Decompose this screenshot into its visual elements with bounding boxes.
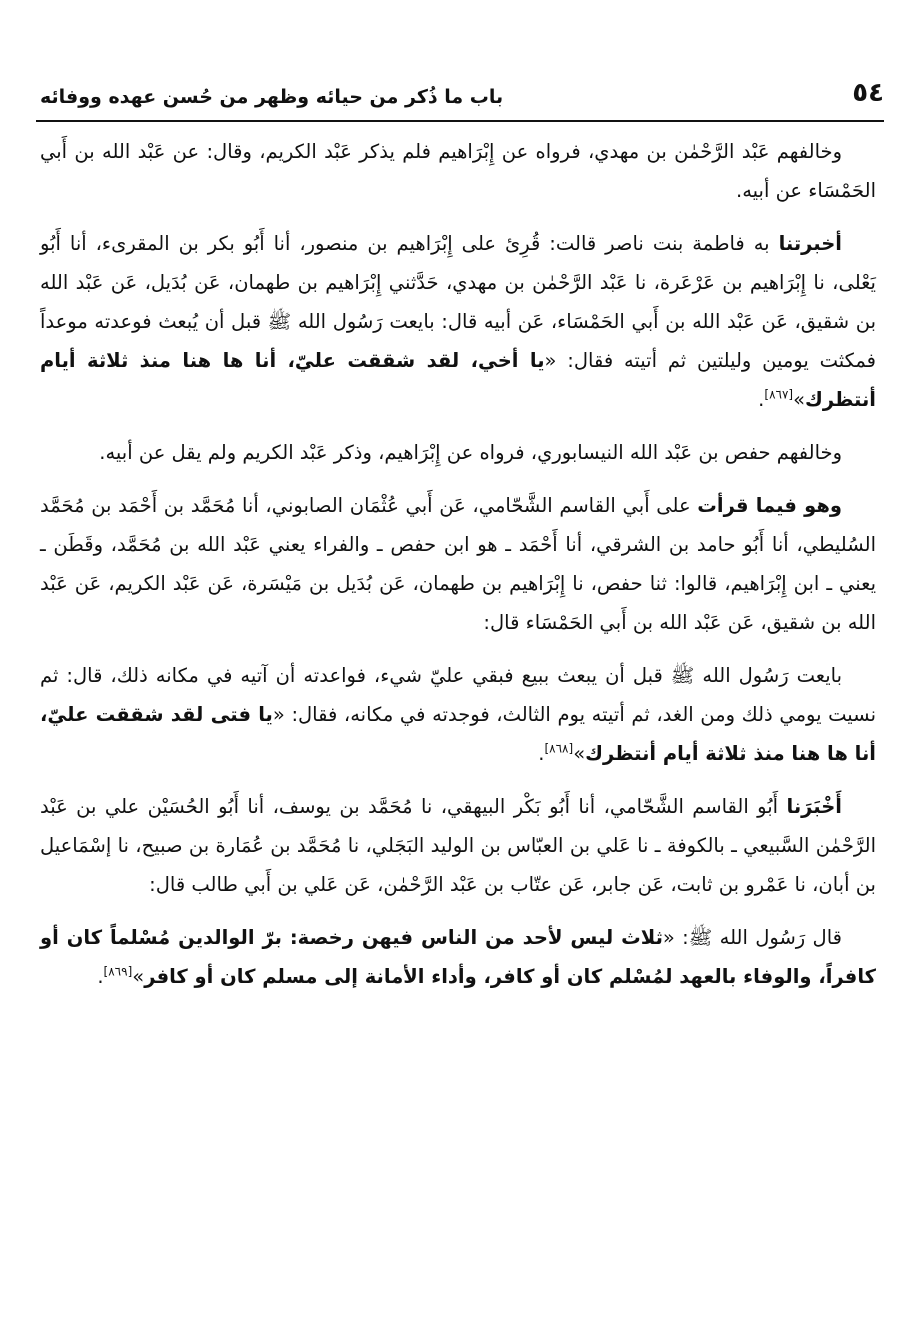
- paragraph-6: [40, 787, 876, 904]
- hadith-matn: ثلاث ليس لأحد من الناس فيهن رخصة: برّ الوالدين مُسْلماً كان أو كافراً، والوفاء بالعهد لمُسْلم كان أو كافر، وأداء الأمانة إلى مسلم كان أو كافر: [40, 926, 876, 988]
- paragraph-2: [40, 224, 876, 419]
- paragraph-text: قال رَسُول الله ﷺ: «: [662, 926, 842, 949]
- period: .: [97, 965, 104, 988]
- page-header: [40, 72, 884, 108]
- paragraph-text: وخالفهم حفص بن عَبْد الله النيسابوري، فرواه عن إِبْرَاهيم، وذكر عَبْد الكريم ولم يقل عن أبيه.: [99, 441, 842, 464]
- paragraph-text: على أَبي القاسم الشَّحّامي، عَن أَبي عُثْمَان الصابوني، أنا مُحَمَّد بن أَحْمَد بن مُحَمَّد السُليطي، أنا أَبُو حامد بن الشرقي، أنا أَحْمَد ـ هو ابن حفص ـ والفراء يعني عَبْد الله بن مُحَمَّد، وقَطَن ـ يعني ـ ابن إِبْرَاهيم، قالوا: ثنا حفص، نا إِبْرَاهيم بن طهمان، عَن بُدَيل بن مَيْسَرة، عَن عَبْد الكريم، عَن عَبْد الله بن شقيق، عَن عَبْد الله بن أَبي الحَمْسَاء قال:: [40, 494, 876, 634]
- period: .: [758, 388, 765, 411]
- isnad-opener: أَخْبَرَنا: [786, 795, 842, 818]
- paragraph-7: [40, 918, 876, 996]
- paragraph-text: أَبُو القاسم الشَّحّامي، أنا أَبُو بَكْر البيهقي، نا مُحَمَّد بن يوسف، أنا أَبُو الحُسَيْن علي بن عَبْد الرَّحْمٰن السَّبيعي ـ بالكوفة ـ نا عَلي بن العبّاس بن الوليد البَجَلي، نا مُحَمَّد بن عُمَارة بن صبيح، نا إسْمَاعيل بن أبان، نا عَمْرو بن ثابت، عَن جابر، عَن عتّاب بن عَبْد الرَّحْمٰن، عَن عَلي بن أَبي طالب قال:: [40, 795, 876, 896]
- footnote-ref: [٨٦٩]: [103, 964, 133, 979]
- footnote-ref: [٨٦٧]: [764, 387, 794, 402]
- closing-quote: »: [132, 965, 145, 988]
- period: .: [538, 742, 545, 765]
- paragraph-text: وخالفهم عَبْد الرَّحْمٰن بن مهدي، فرواه عن إِبْرَاهيم فلم يذكر عَبْد الكريم، وقال: عن عَبْد الله بن أَبي الحَمْسَاء عن أبيه.: [40, 140, 876, 202]
- hadith-matn: يا أخي، لقد شققت عليّ، أنا ها هنا منذ ثلاثة أيام أنتظرك: [40, 349, 876, 411]
- page-number: ٥٤: [852, 78, 884, 108]
- isnad-opener: أخبرتنا: [778, 232, 842, 255]
- paragraph-4: [40, 486, 876, 642]
- paragraph-3: [40, 433, 876, 472]
- paragraph-text: به فاطمة بنت ناصر قالت: قُرِئ على إِبْرَاهيم بن منصور، أنا أَبُو بكر بن المقرىء، أنا أَبُو يَعْلى، نا إِبْرَاهيم بن عَرْعَرة، نا عَبْد الرَّحْمٰن بن مهدي، حَدَّثني إِبْرَاهيم بن طهمان، عَن بُدَيل، عَن عَبْد الله بن شقيق، عَن عَبْد الله بن أَبي الحَمْسَاء، عَن أبيه قال: بايعت رَسُول الله ﷺ قبل أن يُبعث فوعدته موعداً فمكثت يومين وليلتين ثم أتيته فقال: «: [40, 232, 877, 372]
- closing-quote: »: [573, 742, 586, 765]
- closing-quote: »: [793, 388, 806, 411]
- hadith-matn: يا فتى لقد شققت عليّ، أنا ها هنا منذ ثلاثة أيام أنتظرك: [40, 703, 876, 765]
- isnad-opener: وهو فيما قرأت: [697, 494, 842, 517]
- paragraph-1: [40, 132, 876, 210]
- paragraph-5: [40, 656, 876, 773]
- footnote-ref: [٨٦٨]: [544, 741, 574, 756]
- header-rule: [36, 120, 884, 122]
- page-body: [40, 132, 876, 1010]
- running-title: باب ما ذُكر من حيائه وظهر من حُسن عهده ووفائه: [40, 86, 504, 108]
- paragraph-text: بايعت رَسُول الله ﷺ قبل أن يبعث ببيع فبقي عليّ شيء، فواعدته أن آتيه في مكانه ذلك، قال: ثم نسيت يومي ذلك ومن الغد، ثم أتيته يوم الثالث، فوجدته في مكانه، فقال: «: [40, 664, 877, 726]
